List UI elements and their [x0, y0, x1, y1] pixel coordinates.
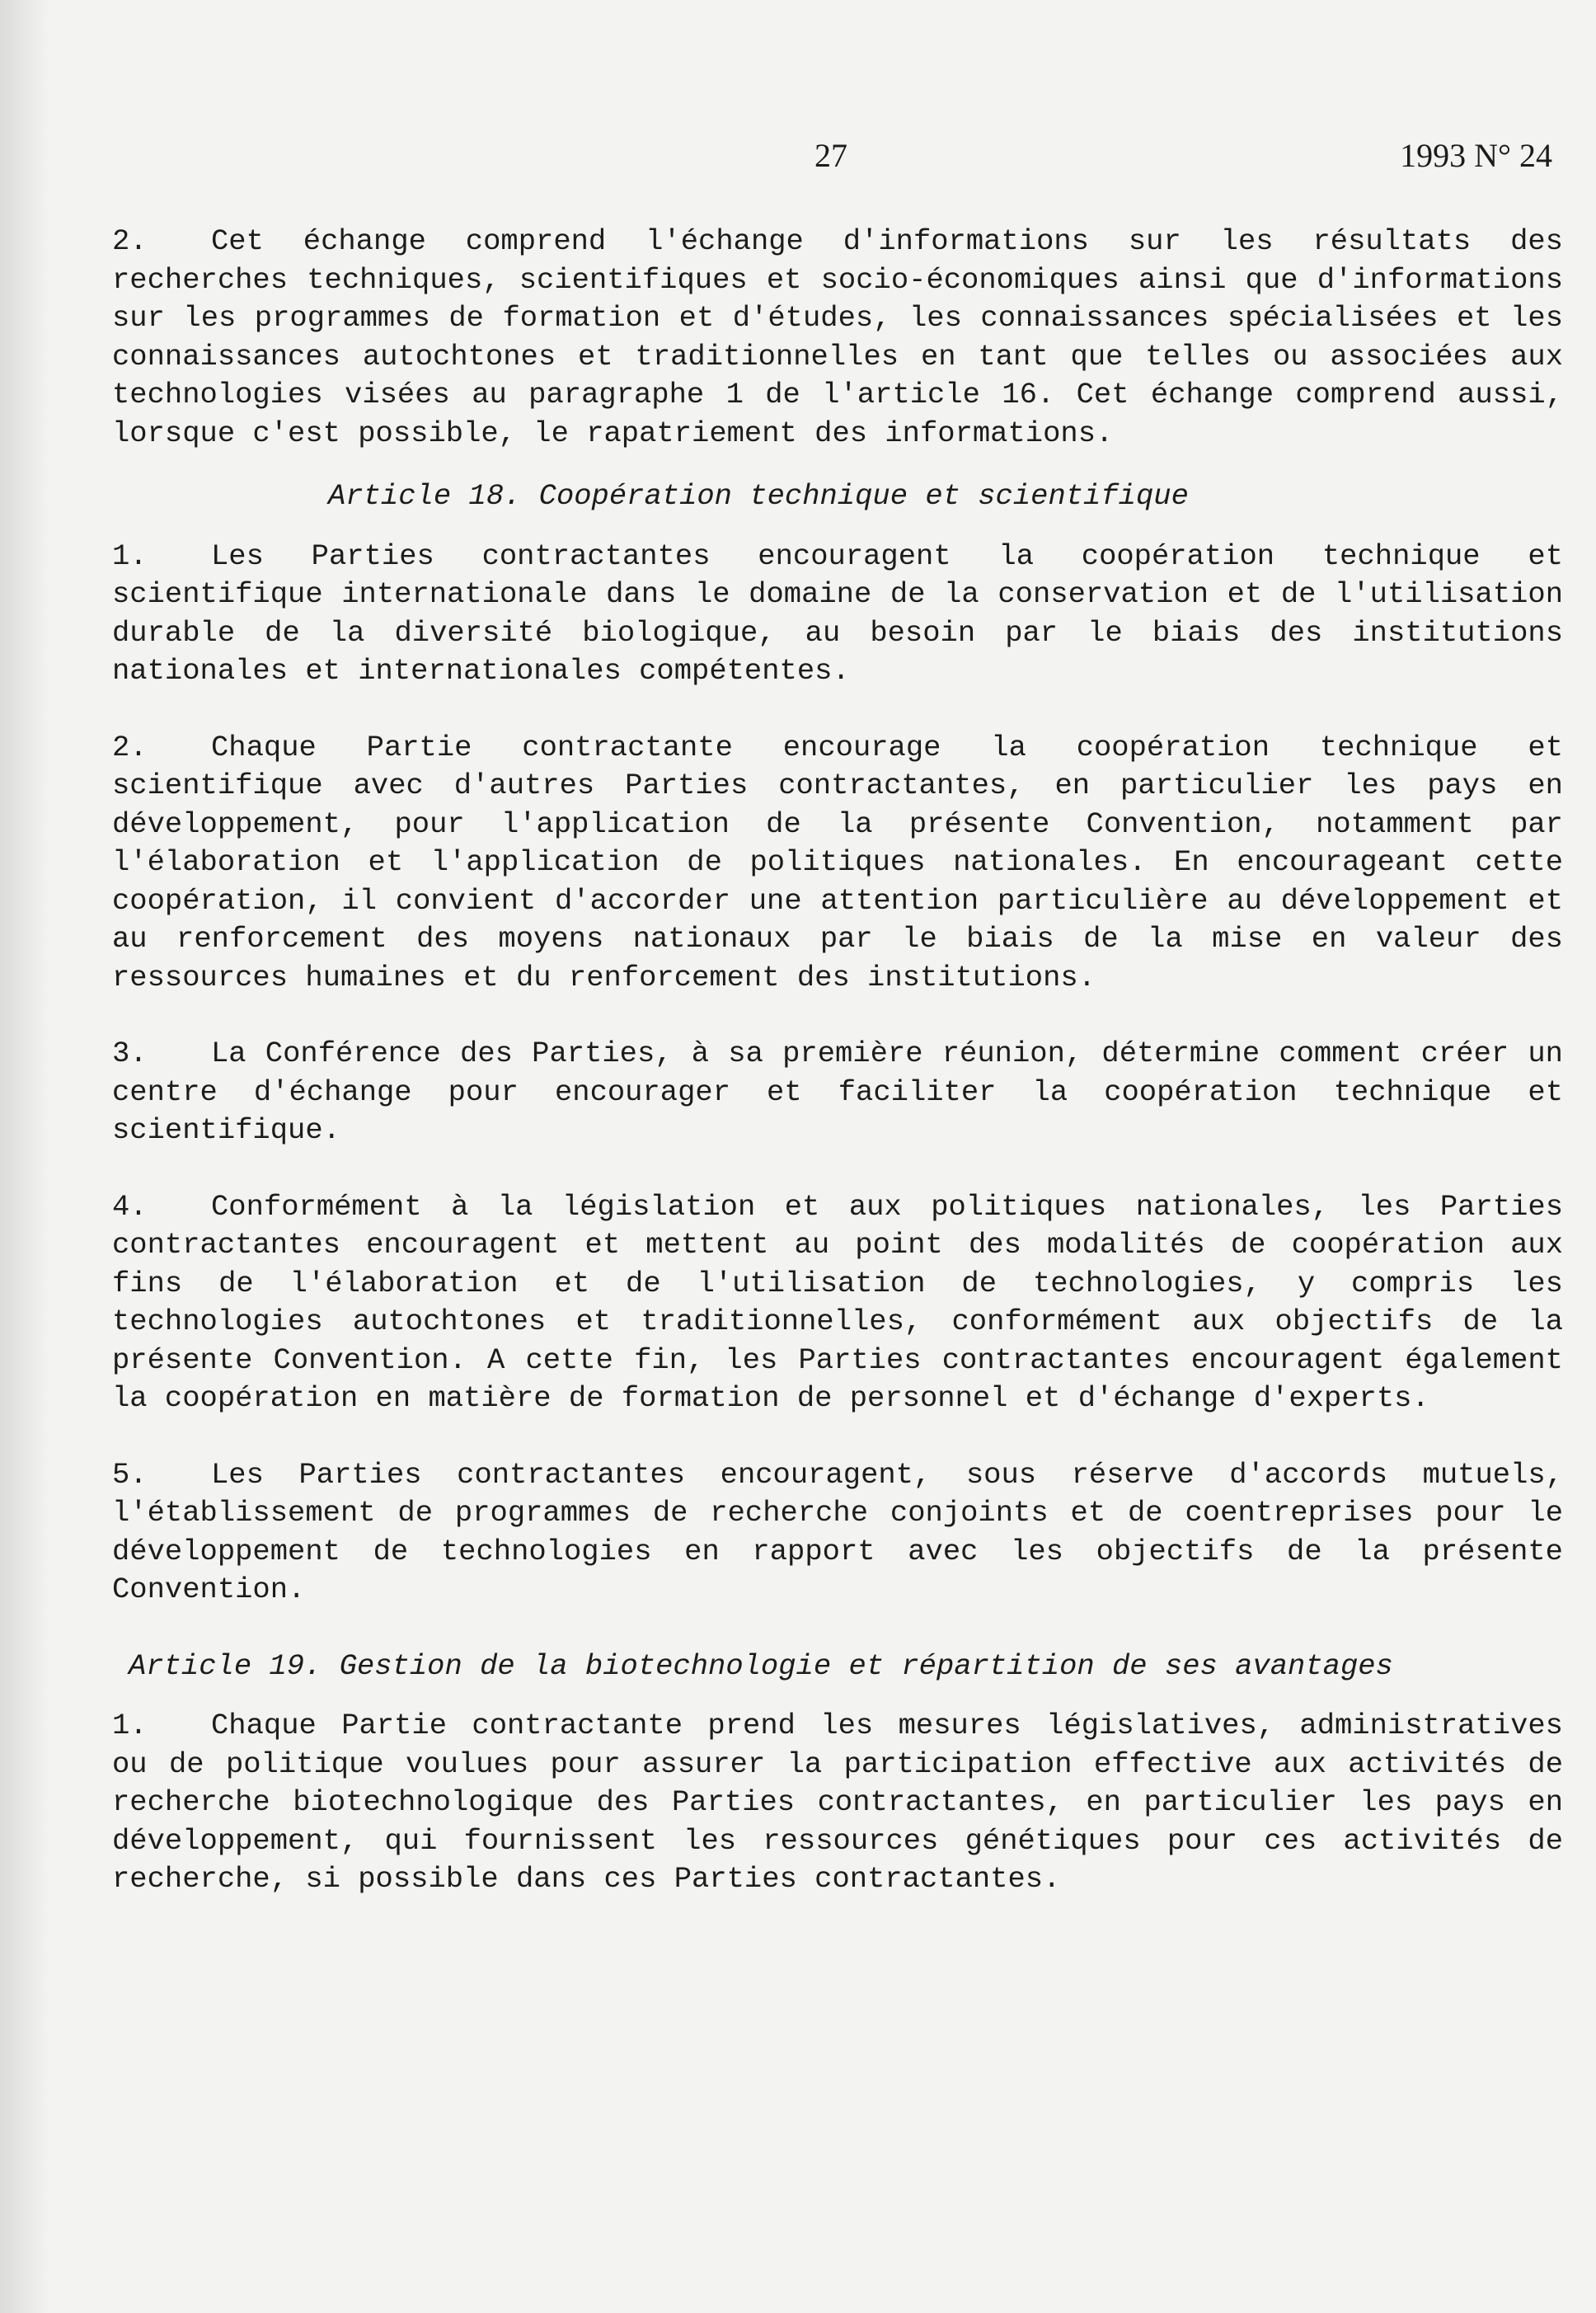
paragraph-number: 2.	[112, 730, 148, 764]
paragraph-number: 1.	[112, 1709, 148, 1742]
paragraph-text: Les Parties contractantes encouragent, sous réserve d'accords mutuels, l'établissement de programmes de recherche conjoints et de coentreprises pour le développement de technologies en rapport avec les objectifs de la présente Convention.	[112, 1457, 1563, 1606]
document-body	[112, 223, 1563, 1937]
paragraph-number: 5.	[112, 1457, 148, 1492]
page-edge-shadow	[0, 0, 49, 2313]
paragraph-text: Conformément à la législation et aux politiques nationales, les Parties contractantes encouragent et mettent au point des modalités de coopération aux fins de l'élaboration et de l'utilisation de technologies, y compris les technologies autochtones et traditionnelles, conformément aux objectifs de la présente Convention. A cette fin, les Parties contractantes encouragent également la coopération en matière de formation de personnel et d'échange d'experts.	[112, 1189, 1563, 1415]
page-number: 27	[814, 137, 847, 174]
article-18-heading: Article 18. Coopération technique et scientifique	[328, 479, 1189, 513]
article-18-paragraph-4	[112, 1188, 1563, 1418]
paragraph-number: 3.	[112, 1037, 148, 1070]
paragraph-text: La Conférence des Parties, à sa première réunion, détermine comment créer un centre d'échange pour encourager et faciliter la coopération technique et scientifique.	[112, 1037, 1563, 1147]
paragraph-number: 2.	[112, 224, 148, 258]
paragraph-text: Chaque Partie contractante encourage la coopération technique et scientifique avec d'autres Parties contractantes, en particulier les pays en développement, pour l'application de la présente Convention, notamment par l'élaboration et l'application de politiques nationales. En encourageant cette coopération, il convient d'accorder une attention particulière au développement et au renforcement des moyens nationaux par le biais de la mise en valeur des ressources humaines et du renforcement des institutions.	[112, 730, 1563, 994]
article-19-paragraph-1	[112, 1707, 1563, 1899]
paragraph-text: Les Parties contractantes encouragent la coopération technique et scientifique internationale dans le domaine de la conservation et de l'utilisation durable de la diversité biologique, au besoin par le biais des institutions nationales et internationales compétentes.	[112, 538, 1563, 688]
article-18-paragraph-2	[112, 729, 1563, 998]
paragraph-text: Chaque Partie contractante prend les mesures législatives, administratives ou de politique voulues pour assurer la participation effective aux activités de recherche biotechnologique des Parties contractantes, en particulier les pays en développement, qui fournissent les ressources génétiques pour ces activités de recherche, si possible dans ces Parties contractantes.	[112, 1709, 1563, 1896]
article-19-heading: Article 19. Gestion de la biotechnologie et répartition de ses avantages	[129, 1648, 1393, 1683]
article-18-paragraph-3	[112, 1035, 1563, 1150]
page-header	[0, 136, 1596, 186]
paragraph-17-2	[112, 223, 1563, 453]
article-18-paragraph-5	[112, 1456, 1563, 1610]
paragraph-text: Cet échange comprend l'échange d'informations sur les résultats des recherches techniques, scientifiques et socio-économiques ainsi que d'informations sur les programmes de formation et d'études, les connaissances spécialisées et les connaissances autochtones et traditionnelles en tant que telles ou associées aux technologies visées au paragraphe 1 de l'article 16. Cet échange comprend aussi, lorsque c'est possible, le rapatriement des informations.	[112, 224, 1563, 450]
journal-reference: 1993 N° 24	[1400, 137, 1552, 174]
article-18-paragraph-1	[112, 538, 1563, 691]
paragraph-number: 4.	[112, 1189, 148, 1224]
paragraph-number: 1.	[112, 538, 148, 573]
